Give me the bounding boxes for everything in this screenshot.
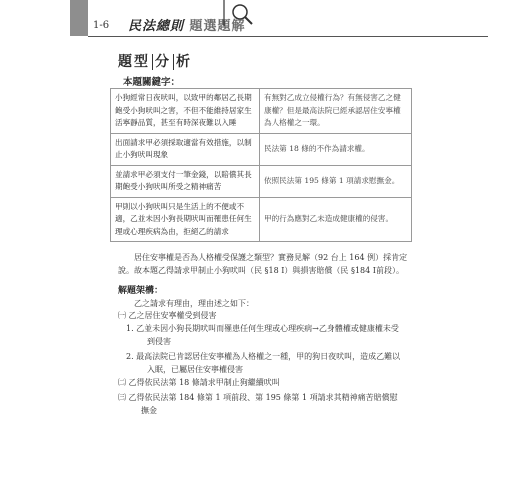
table-cell-analysis: 依照民法第 195 條第 1 項請求慰撫金。 <box>260 165 412 197</box>
solution-intro: 乙之請求有理由，理由述之如下： <box>134 299 254 308</box>
outline-item-1: ㈠ 乙之居住安寧權受到侵害 <box>118 311 217 320</box>
outline-item-2: ㈡ 乙得依民法第 18 條請求甲制止狗繼續吠叫 <box>118 378 280 387</box>
book-title: 民法總則 <box>128 19 185 34</box>
table-row <box>111 197 412 242</box>
table-cell-fact: 小狗經常日夜吠叫，以致甲的鄰居乙長期飽受小狗吠叫之害，不但不能維持居家生活寧靜品質，甚至有時深夜難以入睡 <box>111 89 260 134</box>
solution-label: 解題架構： <box>118 286 164 296</box>
section-title-char: 分 <box>152 54 171 70</box>
book-subtitle: 題選題解 <box>189 19 246 34</box>
section-title <box>118 51 192 71</box>
section-title-char: 題 <box>118 54 134 70</box>
table-cell-analysis: 民法第 18 條的不作為請求權。 <box>260 133 412 165</box>
analysis-paragraph: 居住安寧權是否為人格權受保護之類型？實務見解（92 台上 164 例）採肯定說。故本題乙得請求甲制止小狗吠叫（民 §18 Ⅰ）與損害賠償（民 §184 Ⅰ前段）。 <box>118 253 408 275</box>
header-rule <box>88 36 488 37</box>
table-row <box>111 89 412 134</box>
header-tab-marker <box>70 0 88 36</box>
table-row <box>111 165 412 197</box>
table-cell-analysis: 甲的行為應對乙未造成健康權的侵害。 <box>260 197 412 242</box>
section-title-char: 型 <box>134 54 150 70</box>
table-cell-fact: 出面請求甲必須採取適當有效措施，以制止小狗吠叫現象 <box>111 133 260 165</box>
keyword-table <box>110 88 412 242</box>
outline-subitem-1-cont: 到侵害 <box>147 337 171 346</box>
table-cell-fact: 並請求甲必須支付一筆金錢，以賠償其長期飽受小狗吠叫所受之精神痛苦 <box>111 165 260 197</box>
keyword-label: 本題關鍵字： <box>123 77 181 88</box>
outline-subitem-2-cont: 入眠，已屬居住安寧權侵害 <box>147 365 243 374</box>
magnifier-decoration-icon <box>218 0 258 34</box>
section-title-char: 析 <box>173 54 192 70</box>
table-cell-analysis: 有無對乙成立侵權行為？有無侵害乙之健康權？但是最高法院已經承認居住安寧權為人格權之一環。 <box>260 89 412 134</box>
outline-item-3: ㈢ 乙得依民法第 184 條第 1 項前段、第 195 條第 1 項請求其精神痛苦賠償慰 <box>118 393 398 402</box>
table-cell-fact: 甲則以小狗吠叫只是生活上的不便或不適，乙並未因小狗長期吠叫而罹患任何生理或心理疾病為由，拒絕乙的請求 <box>111 197 260 242</box>
page-number: 1-6 <box>93 20 110 31</box>
outline-item-3-cont: 撫金 <box>141 406 157 415</box>
outline-subitem-1: 1. 乙並未因小狗長期吠叫而罹患任何生理或心理疾病→乙身體權或健康權未受 <box>126 324 399 333</box>
table-row <box>111 133 412 165</box>
outline-subitem-2: 2. 最高法院已肯認居住安寧權為人格權之一種，甲的狗日夜吠叫，造成乙難以 <box>126 352 401 361</box>
